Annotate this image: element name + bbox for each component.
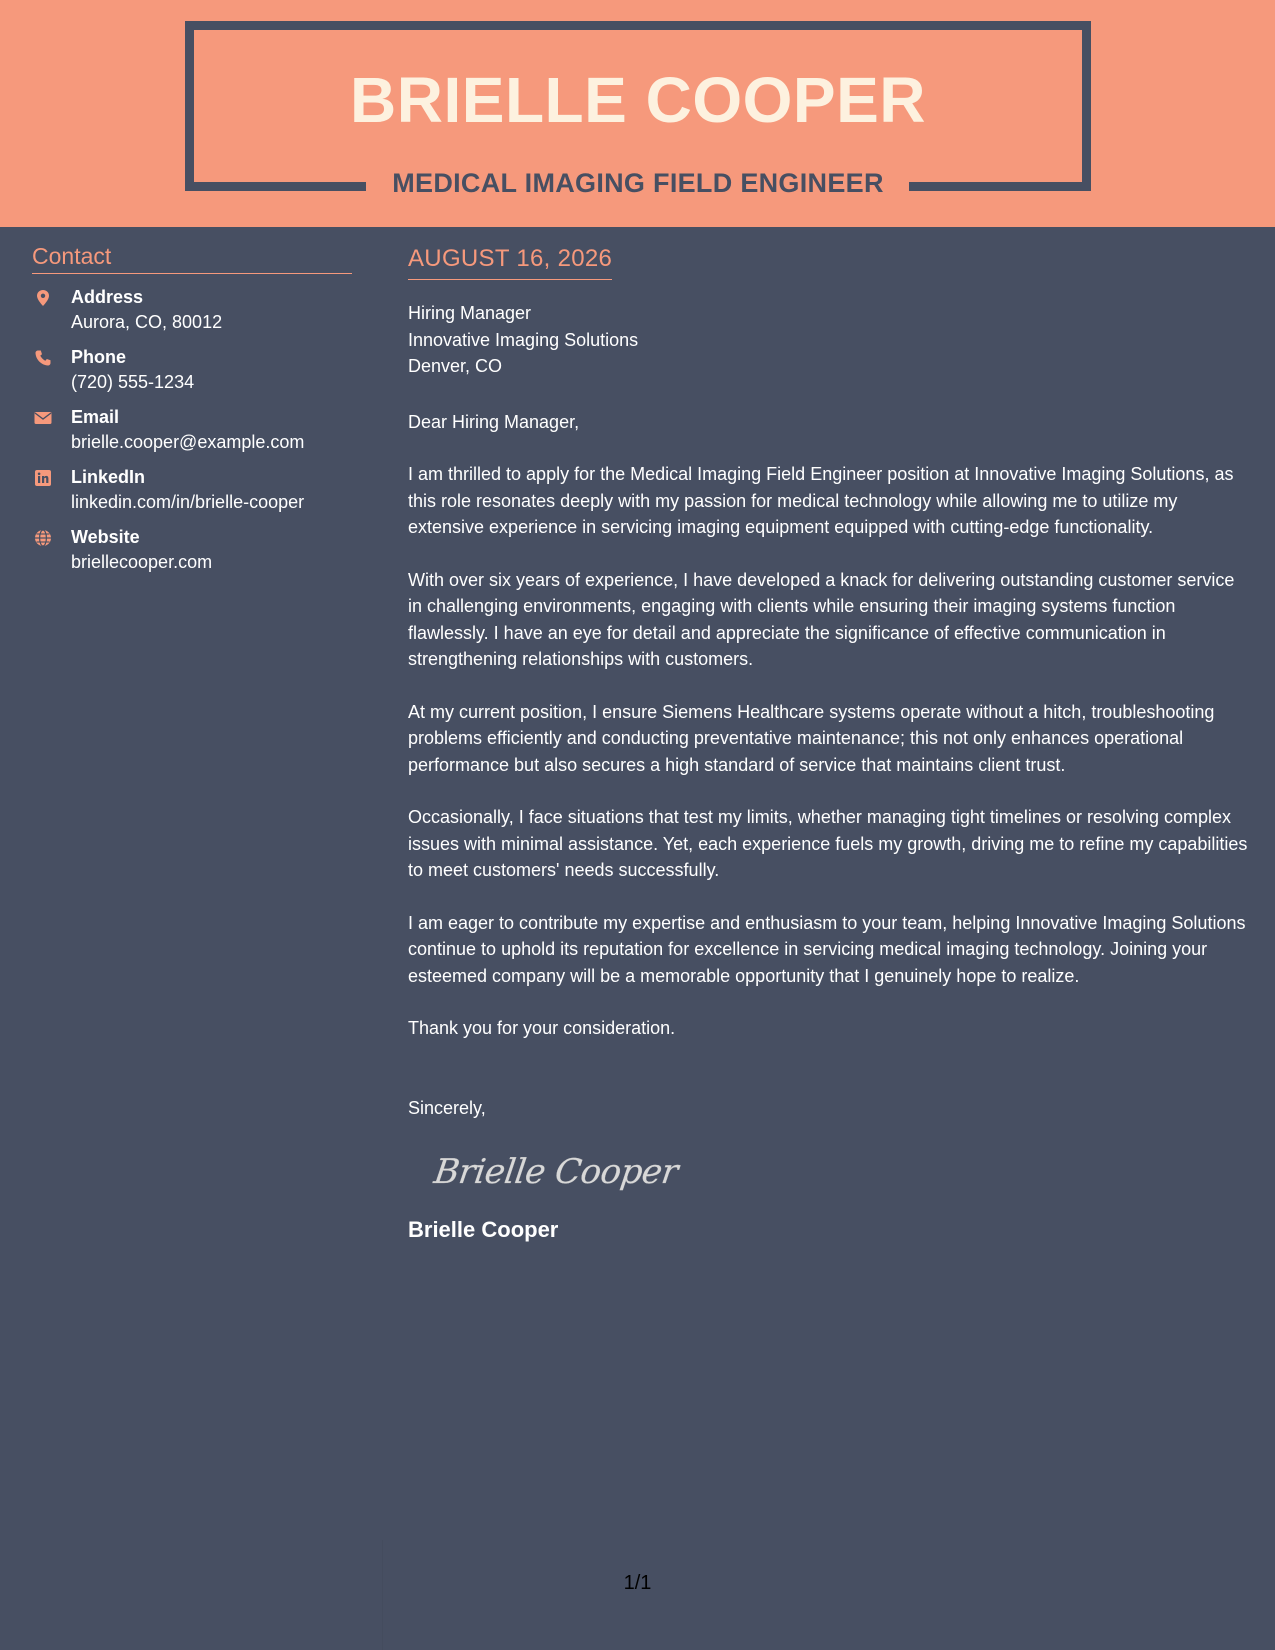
contact-label: Address — [71, 287, 144, 307]
column-divider — [382, 1540, 383, 1650]
letter-body — [408, 244, 1250, 1245]
recipient-line: Innovative Imaging Solutions — [408, 329, 639, 350]
thank-you-line: Thank you for your consideration. — [408, 1018, 676, 1038]
recipient-line: Denver, CO — [408, 356, 503, 376]
globe-icon — [34, 529, 52, 547]
contact-value-email: brielle.cooper@example.com — [71, 432, 305, 452]
contact-label: LinkedIn — [71, 467, 146, 487]
contact-item-phone — [32, 344, 352, 394]
contact-value-address: Aurora, CO, 80012 — [71, 312, 223, 332]
letter-paragraph: I am eager to contribute my expertise and enthusiasm to your team, helping Innovative Imaging Solutions continue to uphold its reputation for excellence in servicing medical imaging technology. Joining your esteemed company will be a memorable opportunity that I genuinely hope to realize. — [408, 912, 1246, 986]
handwritten-signature — [431, 1147, 681, 1197]
recipient-line: Hiring Manager — [408, 303, 532, 323]
contact-value-linkedin: linkedin.com/in/brielle-cooper — [71, 492, 305, 512]
salutation: Dear Hiring Manager, — [408, 411, 580, 432]
letter-paragraph: I am thrilled to apply for the Medical Imaging Field Engineer position at Innovative Imaging Solutions, as this role resonates deeply with my passion for medical technology while allowing me to utilize my extensive experience in servicing imaging equipment equipped with cutting-edge functionality. — [408, 464, 1234, 537]
signer-name: Brielle Cooper — [408, 1217, 559, 1242]
recipient-block — [408, 300, 1250, 380]
closing: Sincerely, — [408, 1097, 486, 1118]
page-number: 1/1 — [623, 1572, 652, 1594]
letter-paragraph: Occasionally, I face situations that test my limits, whether managing tight timelines or resolving complex issues with minimal assistance. Yet, each experience fuels my growth, driving me to refine my capabilities to meet customers' needs successfully. — [408, 807, 1248, 880]
map-pin-icon — [34, 289, 52, 307]
phone-icon — [34, 349, 52, 367]
contact-heading: Contact — [32, 242, 352, 274]
job-title: MEDICAL IMAGING FIELD ENGINEER — [392, 168, 884, 198]
contact-item-email — [32, 404, 352, 454]
envelope-icon — [34, 409, 52, 427]
contact-value-website: briellecooper.com — [71, 552, 213, 572]
linkedin-icon — [34, 469, 52, 487]
contact-item-website — [32, 524, 352, 574]
contact-item-address — [32, 284, 352, 334]
contact-item-linkedin — [32, 464, 352, 514]
contact-label: Email — [71, 407, 120, 427]
contact-label: Website — [71, 527, 140, 547]
letter-date: AUGUST 16, 2026 — [408, 244, 612, 280]
contact-sidebar — [32, 242, 352, 584]
contact-list — [32, 284, 352, 574]
letter-paragraph: With over six years of experience, I have developed a knack for delivering outstanding customer service in challenging environments, engaging with clients while ensuring their imaging systems function flawlessly. I have an eye for detail and appreciate the significance of effective communication in strengthening relationships with customers. — [408, 569, 1235, 669]
header-banner — [0, 0, 1275, 227]
applicant-name: BRIELLE COOPER — [350, 64, 926, 136]
contact-label: Phone — [71, 347, 127, 367]
svg-text:Brielle Cooper: Brielle Cooper — [431, 1152, 681, 1192]
contact-value-phone: (720) 555-1234 — [71, 372, 195, 392]
letter-paragraph: At my current position, I ensure Siemens Healthcare systems operate without a hitch, troubleshooting problems efficiently and conducting preventative maintenance; this not only enhances operational performance but also secures a high standard of service that maintains client trust. — [408, 701, 1215, 775]
